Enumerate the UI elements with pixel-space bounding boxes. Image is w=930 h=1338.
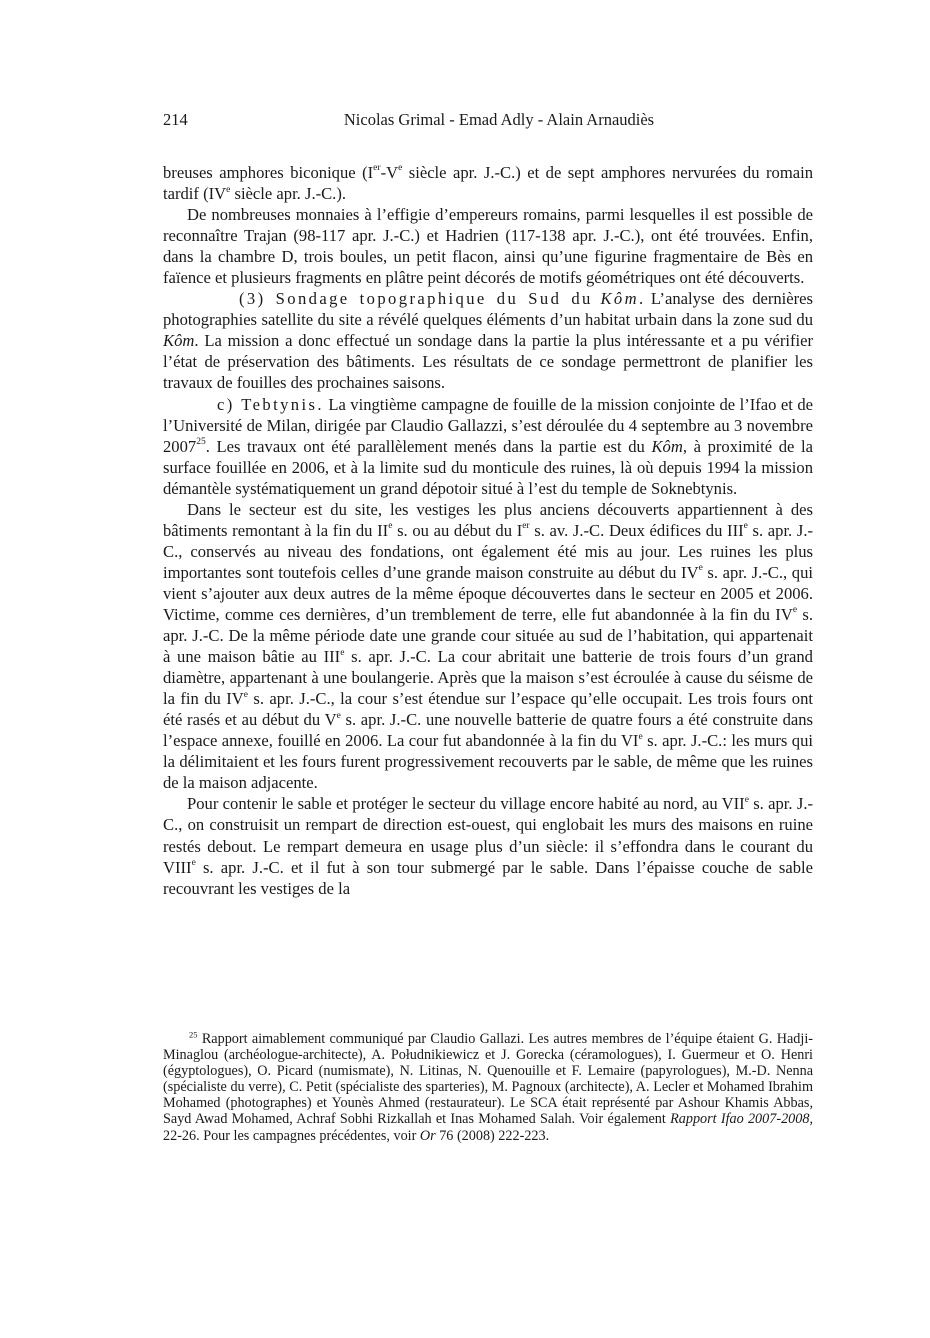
running-title: Nicolas Grimal - Emad Adly - Alain Arnaudiès — [343, 110, 655, 129]
page — [163, 110, 814, 1144]
paragraph-amphores: breuses amphores biconique (Ier-Ve siècle apr. J.-C.) et de sept amphores nervurées du romain tardif (IVe siècle apr. J.-C.). — [163, 163, 813, 204]
paragraph-sondage: (3) Sondage topographique du Sud du Kôm. L’analyse des dernières photographies satellite du site a révélé quelques éléments d’un habitat urbain dans la zone sud du Kôm. La mission a donc effectué un sondage dans la partie la plus intéressante et a pu vérifier l’état de préservation des bâtiments. Les résultats de ce sondage permettront de planifier les travaux de fouilles des prochaines saisons. — [163, 289, 814, 393]
footnote-25: $^{25}$ Rapport aimablement communiqué par Claudio Gallazi. Les autres membres de l’équipe étaient G. Hadji-Minaglou (archéologue-architecte), A. Południkiewicz et J. Gorecka (céramologues), I. Guermeur et O. Henri (égyptologues), O. Picard (numismate), N. Litinas, N. Quenouille et F. Lemaire (papyrologues), M.-D. Nenna (spécialiste du verre), C. Petit (spécialiste des sparteries), M. Pagnoux (architecte), A. Lecler et Mohamed Ibrahim Mohamed (photographes) et Younès Ahmed (restaurateur). Le SCA était représenté par Ashour Khamis Abbas, Sayd Awad Mohamed, Achraf Sobhi Rizkallah et Inas Mohamed Salah. Voir également Rapport Ifao 2007-2008, 22-26. Pour les campagnes précédentes, voir Or 76 (2008) 222-223. — [163, 1029, 813, 1144]
paragraph-rempart: Pour contenir le sable et protéger le secteur du village encore habité au nord, au VIIe s. apr. J.-C., on construisit un rempart de direction est-ouest, qui englobait les murs des maisons en ruine restés debout. Le rempart demeura en usage plus d’un siècle: il s’effondra dans le courant du VIIIe s. apr. J.-C. et il fut à son tour submergé par le sable. Dans l’épaisse couche de sable recouvrant les vestiges de la — [163, 794, 813, 898]
paragraph-monnaies: De nombreuses monnaies à l’effigie d’empereurs romains, parmi lesquelles il est possible de reconnaître Trajan (98-117 apr. J.-C.) et Hadrien (117-138 apr. J.-C.), ont été trouvées. Enfin, dans la chambre D, trois boules, un petit flacon, ainsi qu’une figurine fragmentaire de Bès en faïence et plusieurs fragments en plâtre peint décorés de motifs géométriques ont été découverts. — [163, 205, 813, 288]
paragraph-tebtynis: c) Tebtynis. La vingtième campagne de fouille de la mission conjointe de l’Ifao et de l’Université de Milan, dirigée par Claudio Gallazzi, s’est déroulée du 4 septembre au 3 novembre 2007$^{25}$. Les travaux ont été parallèlement menés dans la partie est du Kôm, à proximité de la surface fouillée en 2006, et à la limite sud du monticule des ruines, là où depuis 1994 la mission démantèle systématiquement un grand dépotoir situé à l’est du temple de Soknebtynis. — [163, 394, 813, 498]
page-number: 214 — [163, 110, 188, 129]
section-heading-sondage: (3) Sondage topographique du Sud du — [239, 289, 593, 309]
section-heading-tebtynis: c) Tebtynis. — [217, 394, 324, 414]
footnotes — [163, 1031, 813, 1144]
paragraph-secteur-est: Dans le secteur est du site, les vestiges les plus anciens découverts appartiennent à des bâtiments remontant à la fin du IIe s. ou au début du Ier s. av. J.-C. Deux édifices du IIIe s. apr. J.-C., conservés au niveau des fondations, ont également été mis au jour. Les ruines les plus importantes sont toutefois celles d’une grande maison construite au début du IVe s. apr. J.-C., qui vient s’ajouter aux deux autres de la même époque découvertes dans le secteur en 2005 et 2006. Victime, comme ces dernières, d’un tremblement de terre, elle fut abandonnée à la fin du IVe s. apr. J.-C. De la même période date une grande cour située au sud de l’habitation, qui appartenait à une maison bâtie au IIIe s. apr. J.-C. La cour abritait une batterie de trois fours d’un grand diamètre, appartenant à une boulangerie. Après que la maison s’est écroulée à cause du séisme de la fin du IVe s. apr. J.-C., la cour s’est étendue sur l’espace qu’elle occupait. Les trois fours ont été rasés et au début du Ve s. apr. J.-C. une nouvelle batterie de quatre fours a été construite dans l’espace annexe, fouillé en 2006. La cour fut abandonnée à la fin du VIe s. apr. J.-C.: les murs qui la délimitaient et les fours furent progressivement recouverts par le sable, de même que les ruines de la maison adjacente. — [163, 499, 814, 793]
main-text — [163, 162, 813, 899]
page-header — [163, 110, 813, 134]
footnote-reference: 25 — [196, 437, 206, 448]
footnote-mark: 25 — [189, 1029, 198, 1040]
